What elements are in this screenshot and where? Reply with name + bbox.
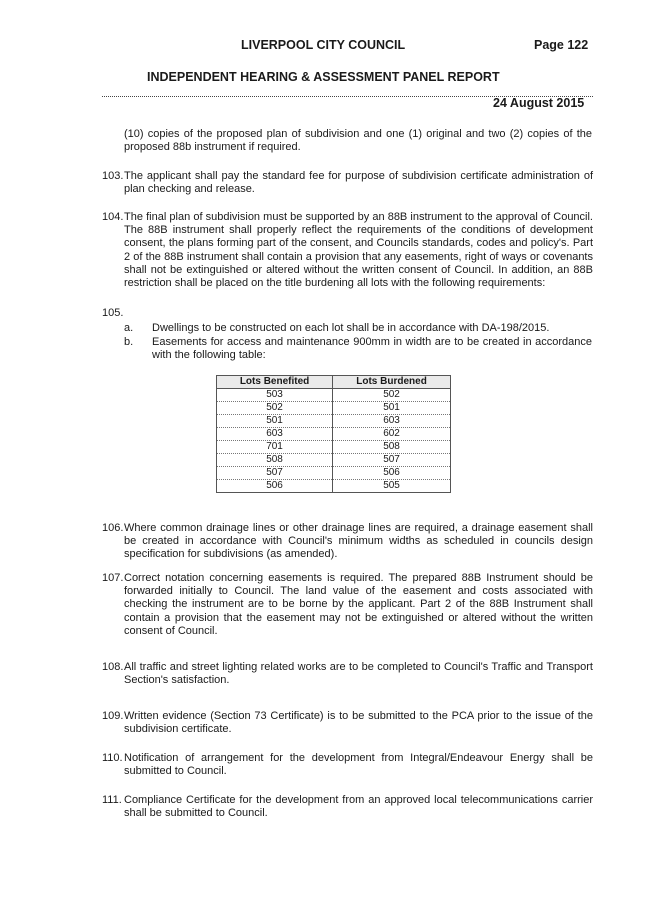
sub-item-label: b.	[124, 336, 134, 348]
lot-burdened: 602	[333, 428, 451, 441]
column-header: Lots Burdened	[333, 376, 451, 389]
table-row	[217, 402, 451, 415]
lot-benefited: 506	[217, 480, 333, 493]
table-row	[217, 467, 451, 480]
lot-benefited: 507	[217, 467, 333, 480]
sub-item-text: Easements for access and maintenance 900mm in width are to be created in accordance with the following table:	[152, 336, 592, 362]
lot-benefited: 603	[217, 428, 333, 441]
table-row	[217, 454, 451, 467]
lot-benefited: 502	[217, 402, 333, 415]
council-name: LIVERPOOL CITY COUNCIL	[241, 38, 406, 52]
sub-item-text: Dwellings to be constructed on each lot shall be in accordance with DA-198/2015.	[152, 322, 550, 334]
sub-item-label: a.	[124, 322, 134, 334]
condition-number: 104.	[102, 211, 124, 223]
lot-burdened: 506	[333, 467, 451, 480]
lot-benefited: 508	[217, 454, 333, 467]
column-header: Lots Benefited	[217, 376, 333, 389]
lot-burdened: 502	[333, 389, 451, 402]
condition-text: All traffic and street lighting related works are to be completed to Council's Traffic and Transport Section's satisfaction.	[124, 661, 593, 687]
table-row	[217, 441, 451, 454]
condition-number: 108.	[102, 661, 124, 673]
lot-burdened: 507	[333, 454, 451, 467]
condition-text: Notification of arrangement for the development from Integral/Endeavour Energy shall be submitted to Council.	[124, 752, 593, 778]
condition-number: 106.	[102, 522, 124, 534]
condition-number: 107.	[102, 572, 124, 584]
lot-burdened: 603	[333, 415, 451, 428]
condition-number: 111.	[102, 794, 122, 806]
condition-number: 110.	[102, 752, 123, 764]
condition-text: Compliance Certificate for the development from an approved local telecommunications carrier shall be submitted to Council.	[124, 794, 593, 820]
condition-number: 103.	[102, 170, 124, 182]
continuation-text: (10) copies of the proposed plan of subdivision and one (1) original and two (2) copies of the proposed 88b instrument if required.	[124, 128, 592, 154]
table-row	[217, 415, 451, 428]
condition-number: 105.	[102, 307, 124, 319]
table-row	[217, 480, 451, 493]
report-title: INDEPENDENT HEARING & ASSESSMENT PANEL REPORT	[147, 70, 500, 84]
lot-burdened: 505	[333, 480, 451, 493]
report-date: 24 August 2015	[493, 96, 585, 110]
easement-lots-table	[216, 375, 451, 493]
condition-text: Where common drainage lines or other drainage lines are required, a drainage easement shall be created in accordance with Council's minimum widths as scheduled in councils design specification for subdivisions (as amended).	[124, 522, 593, 561]
lot-benefited: 503	[217, 389, 333, 402]
table-header-row	[217, 376, 451, 389]
condition-text: Written evidence (Section 73 Certificate) is to be submitted to the PCA prior to the issue of the subdivision certificate.	[124, 710, 593, 736]
table-row	[217, 389, 451, 402]
condition-text: The final plan of subdivision must be supported by an 88B instrument to the approval of Council. The 88B instrument shall properly reflect the requirements of the conditions of development consent, the plans forming part of the consent, and Councils standards, codes and policy's. Part 2 of the 88B instrument shall contain a provision that any easements, right of ways or covenants shall not be extinguished or altered without the written consent of Council. In addition, an 88B restriction shall be placed on the title burdening all lots with the following requirements:	[124, 211, 593, 290]
condition-number: 109.	[102, 710, 124, 722]
lot-burdened: 501	[333, 402, 451, 415]
condition-text: The applicant shall pay the standard fee for purpose of subdivision certificate administration of plan checking and release.	[124, 170, 593, 196]
condition-text: Correct notation concerning easements is required. The prepared 88B Instrument should be forwarded initially to Council. The land value of the easement and costs associated with checking the instrument are to be borne by the applicant. Part 2 of the 88B Instrument shall contain a provision that the easement may not be extinguished or altered without the written consent of Council.	[124, 572, 593, 637]
lot-benefited: 501	[217, 415, 333, 428]
lot-benefited: 701	[217, 441, 333, 454]
table-row	[217, 428, 451, 441]
lot-burdened: 508	[333, 441, 451, 454]
page-number: Page 122	[534, 38, 589, 52]
